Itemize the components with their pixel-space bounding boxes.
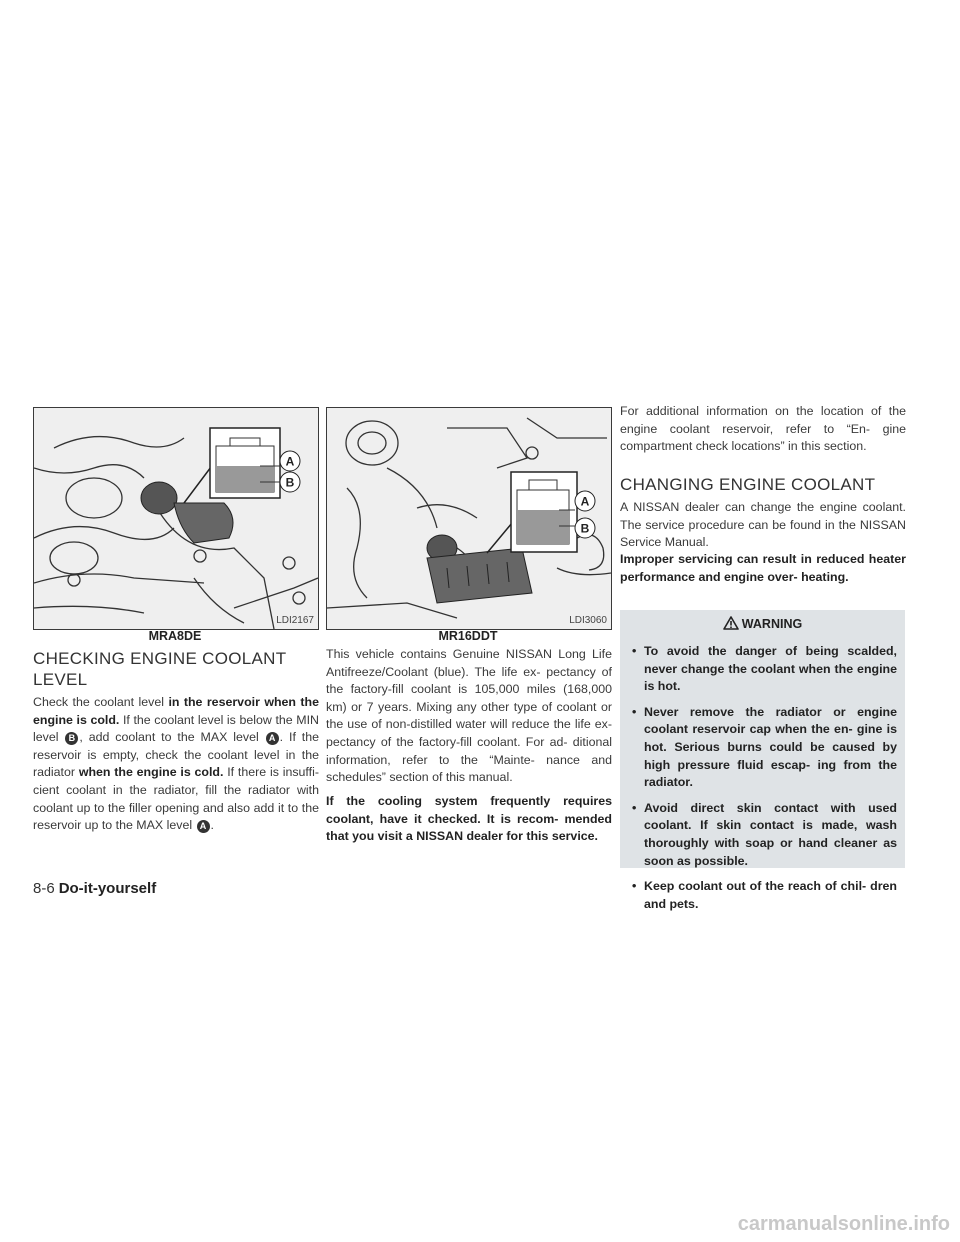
section-heading: CHECKING ENGINE COOLANT LEVEL (33, 649, 287, 689)
callout-a: A (580, 494, 590, 509)
paragraph-improper-servicing: Improper servicing can result in reduced heater performance and engine over- heating. (620, 552, 906, 584)
warning-box (620, 610, 905, 911)
figure-id: LDI3060 (569, 615, 607, 626)
warning-item: • To avoid the danger of being scalded, never change the coolant when the engine is hot. (630, 643, 897, 696)
callout-b: B (65, 732, 78, 745)
callout-a: A (266, 732, 279, 745)
callout-a: A (285, 454, 295, 469)
callout-a: A (197, 820, 210, 833)
warning-icon (723, 616, 739, 630)
warning-list (630, 643, 897, 921)
figure-mr16ddt (326, 407, 612, 630)
page-number: 8-6 (33, 880, 55, 897)
page-footer (33, 880, 156, 897)
paragraph-dealer-change: A NISSAN dealer can change the engine coolant. The service procedure can be found in the NISSAN Service Manual. (620, 500, 906, 550)
paragraph-coolant-info: This vehicle contains Genuine NISSAN Long Life Antifreeze/Coolant (blue). The life ex- pectancy of the factory-fill coolant is 105,000 miles (168,000 km) or 7 years. Mixing any other type of coolant or the use of non-distilled water will reduce the life ex- pectancy of the factory-fill coolant. For ad- ditional information, refer to the “Mainte- nance and schedules” section of this manual. (326, 647, 612, 785)
figure-caption: MRA8DE (148, 629, 202, 643)
warning-item: • Keep coolant out of the reach of chil- dren and pets. (630, 878, 897, 913)
callout-b: B (580, 521, 590, 536)
section-heading: CHANGING ENGINE COOLANT (620, 475, 876, 494)
paragraph-reservoir-location: For additional information on the location of the engine coolant reservoir, refer to “En- gine compartment check locations” in this section. (620, 404, 906, 454)
engine-illustration-right (327, 408, 611, 629)
figure-id: LDI2167 (276, 615, 314, 626)
warning-item: • Never remove the radiator or engine coolant reservoir cap when the en- gine is hot. Serious burns could be caused by high pressure fluid escap- ing from the radiator. (630, 704, 897, 792)
section-name: Do-it-yourself (58, 880, 157, 897)
paragraph-check-level: Check the coolant level in the reservoir when the engine is cold. If the coolant level is below the MIN level B , add coolant to the MAX level A . If the reservoir is empty, check the coolant level in the radiator when the engine is cold. If there is insuffi- cient coolant in the radiator, fill the radiator with coolant up to the filler opening and also add it to the reservoir up to the MAX level A . (33, 695, 320, 833)
callout-b: B (285, 475, 295, 490)
figure-caption: MR16DDT (438, 629, 498, 643)
figure-mra8de (33, 407, 319, 630)
paragraph-recommend-dealer: If the cooling system frequently requires coolant, have it checked. It is recom- mended that you visit a NISSAN dealer for this service. (326, 794, 612, 844)
engine-illustration-left (34, 408, 318, 629)
warning-item: • Avoid direct skin contact with used coolant. If skin contact is made, wash thoroughly with soap or hand cleaner as soon as possible. (630, 800, 897, 870)
warning-heading: WARNING (620, 616, 905, 631)
watermark: carmanualsonline.info (737, 1213, 950, 1235)
